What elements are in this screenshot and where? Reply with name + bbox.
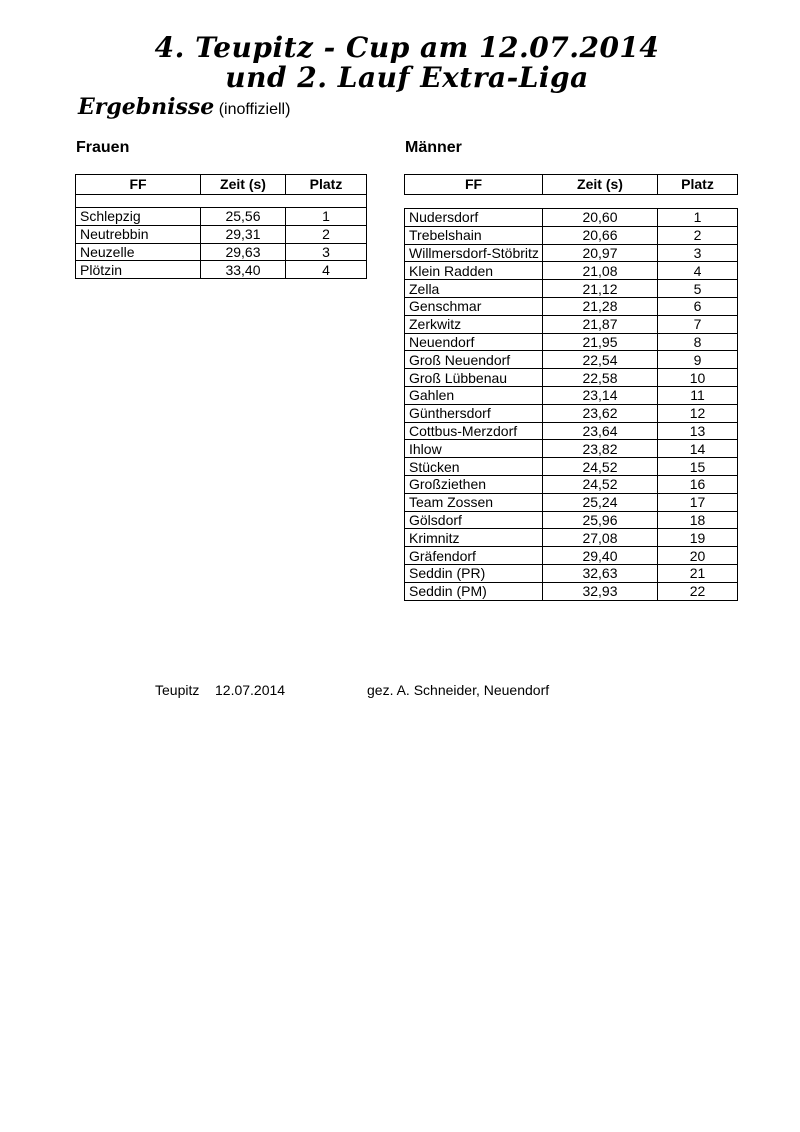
team-name-cell: Großziethen bbox=[405, 475, 543, 493]
team-name-cell: Gölsdorf bbox=[405, 511, 543, 529]
team-name-cell: Cottbus-Merzdorf bbox=[405, 422, 543, 440]
place-cell: 3 bbox=[286, 243, 367, 261]
results-subtitle bbox=[78, 94, 290, 120]
footer-place: Teupitz bbox=[155, 682, 200, 698]
footer-signature: gez. A. Schneider, Neuendorf bbox=[367, 682, 550, 698]
team-name-cell: Groß Neuendorf bbox=[405, 351, 543, 369]
team-name-cell: Groß Lübbenau bbox=[405, 369, 543, 387]
result-row bbox=[405, 262, 738, 280]
time-cell: 22,58 bbox=[543, 369, 658, 387]
section-label-frauen: Frauen bbox=[76, 139, 130, 156]
team-name-cell: Genschmar bbox=[405, 297, 543, 315]
col-header-zeit: Zeit (s) bbox=[543, 175, 658, 195]
maenner-results-table bbox=[404, 208, 738, 601]
result-row bbox=[405, 582, 738, 600]
empty-spacer-row bbox=[76, 194, 367, 208]
result-row bbox=[405, 475, 738, 493]
time-cell: 25,96 bbox=[543, 511, 658, 529]
frauen-table-body bbox=[76, 208, 367, 279]
place-cell: 2 bbox=[658, 226, 738, 244]
col-header-ff: FF bbox=[405, 175, 543, 195]
time-cell: 25,24 bbox=[543, 493, 658, 511]
place-cell: 7 bbox=[658, 315, 738, 333]
team-name-cell: Neutrebbin bbox=[76, 225, 201, 243]
place-cell: 12 bbox=[658, 404, 738, 422]
place-cell: 9 bbox=[658, 351, 738, 369]
result-row bbox=[76, 243, 367, 261]
team-name-cell: Willmersdorf-Stöbritz bbox=[405, 244, 543, 262]
time-cell: 23,62 bbox=[543, 404, 658, 422]
maenner-table-body bbox=[405, 209, 738, 601]
time-cell: 23,82 bbox=[543, 440, 658, 458]
team-name-cell: Gahlen bbox=[405, 386, 543, 404]
time-cell: 29,31 bbox=[201, 225, 286, 243]
time-cell: 20,60 bbox=[543, 209, 658, 227]
place-cell: 6 bbox=[658, 297, 738, 315]
time-cell: 33,40 bbox=[201, 261, 286, 279]
result-row bbox=[405, 209, 738, 227]
section-label-maenner: Männer bbox=[405, 139, 462, 156]
col-header-zeit: Zeit (s) bbox=[201, 175, 286, 195]
time-cell: 29,63 bbox=[201, 243, 286, 261]
team-name-cell: Schlepzig bbox=[76, 208, 201, 226]
place-cell: 17 bbox=[658, 493, 738, 511]
team-name-cell: Zerkwitz bbox=[405, 315, 543, 333]
place-cell: 4 bbox=[286, 261, 367, 279]
team-name-cell: Günthersdorf bbox=[405, 404, 543, 422]
place-cell: 8 bbox=[658, 333, 738, 351]
team-name-cell: Klein Radden bbox=[405, 262, 543, 280]
document-title bbox=[7, 33, 800, 93]
time-cell: 21,08 bbox=[543, 262, 658, 280]
subtitle-heading: Ergebnisse bbox=[78, 94, 215, 120]
place-cell: 10 bbox=[658, 369, 738, 387]
time-cell: 24,52 bbox=[543, 458, 658, 476]
team-name-cell: Ihlow bbox=[405, 440, 543, 458]
time-cell: 20,97 bbox=[543, 244, 658, 262]
result-row bbox=[405, 547, 738, 565]
place-cell: 2 bbox=[286, 225, 367, 243]
footer-date: 12.07.2014 bbox=[215, 682, 286, 698]
maenner-table-header-row bbox=[405, 175, 738, 195]
place-cell: 1 bbox=[286, 208, 367, 226]
team-name-cell: Stücken bbox=[405, 458, 543, 476]
team-name-cell: Team Zossen bbox=[405, 493, 543, 511]
team-name-cell: Plötzin bbox=[76, 261, 201, 279]
time-cell: 32,63 bbox=[543, 564, 658, 582]
result-row bbox=[405, 351, 738, 369]
result-row bbox=[405, 529, 738, 547]
result-row bbox=[405, 369, 738, 387]
team-name-cell: Gräfendorf bbox=[405, 547, 543, 565]
place-cell: 14 bbox=[658, 440, 738, 458]
result-row bbox=[405, 386, 738, 404]
time-cell: 29,40 bbox=[543, 547, 658, 565]
place-cell: 15 bbox=[658, 458, 738, 476]
place-cell: 4 bbox=[658, 262, 738, 280]
time-cell: 27,08 bbox=[543, 529, 658, 547]
col-header-ff: FF bbox=[76, 175, 201, 195]
time-cell: 21,87 bbox=[543, 315, 658, 333]
result-row bbox=[405, 404, 738, 422]
time-cell: 20,66 bbox=[543, 226, 658, 244]
place-cell: 21 bbox=[658, 564, 738, 582]
time-cell: 21,28 bbox=[543, 297, 658, 315]
result-row bbox=[76, 208, 367, 226]
time-cell: 21,12 bbox=[543, 280, 658, 298]
result-row bbox=[405, 564, 738, 582]
team-name-cell: Seddin (PR) bbox=[405, 564, 543, 582]
result-row bbox=[76, 225, 367, 243]
place-cell: 5 bbox=[658, 280, 738, 298]
result-row bbox=[405, 226, 738, 244]
subtitle-unofficial-note: (inoffiziell) bbox=[218, 101, 291, 118]
title-line-1: 4. Teupitz - Cup am 12.07.2014 bbox=[154, 31, 660, 64]
place-cell: 11 bbox=[658, 386, 738, 404]
team-name-cell: Krimnitz bbox=[405, 529, 543, 547]
place-cell: 19 bbox=[658, 529, 738, 547]
col-header-platz: Platz bbox=[286, 175, 367, 195]
team-name-cell: Seddin (PM) bbox=[405, 582, 543, 600]
place-cell: 1 bbox=[658, 209, 738, 227]
time-cell: 23,64 bbox=[543, 422, 658, 440]
title-line-2: und 2. Lauf Extra-Liga bbox=[225, 61, 589, 94]
result-row bbox=[405, 458, 738, 476]
result-row bbox=[405, 297, 738, 315]
result-row bbox=[405, 440, 738, 458]
result-row bbox=[405, 280, 738, 298]
time-cell: 23,14 bbox=[543, 386, 658, 404]
frauen-table-header-row bbox=[76, 175, 367, 195]
result-row bbox=[405, 493, 738, 511]
team-name-cell: Nudersdorf bbox=[405, 209, 543, 227]
place-cell: 18 bbox=[658, 511, 738, 529]
time-cell: 24,52 bbox=[543, 475, 658, 493]
empty-spacer-cell bbox=[76, 194, 367, 208]
result-row bbox=[76, 261, 367, 279]
result-row bbox=[405, 422, 738, 440]
place-cell: 3 bbox=[658, 244, 738, 262]
place-cell: 13 bbox=[658, 422, 738, 440]
time-cell: 22,54 bbox=[543, 351, 658, 369]
time-cell: 32,93 bbox=[543, 582, 658, 600]
team-name-cell: Neuzelle bbox=[76, 243, 201, 261]
time-cell: 25,56 bbox=[201, 208, 286, 226]
result-row bbox=[405, 511, 738, 529]
result-row bbox=[405, 244, 738, 262]
result-row bbox=[405, 333, 738, 351]
maenner-results-header-table bbox=[404, 174, 738, 195]
team-name-cell: Neuendorf bbox=[405, 333, 543, 351]
team-name-cell: Zella bbox=[405, 280, 543, 298]
time-cell: 21,95 bbox=[543, 333, 658, 351]
team-name-cell: Trebelshain bbox=[405, 226, 543, 244]
result-row bbox=[405, 315, 738, 333]
frauen-results-table bbox=[75, 174, 367, 279]
place-cell: 22 bbox=[658, 582, 738, 600]
place-cell: 16 bbox=[658, 475, 738, 493]
place-cell: 20 bbox=[658, 547, 738, 565]
col-header-platz: Platz bbox=[658, 175, 738, 195]
